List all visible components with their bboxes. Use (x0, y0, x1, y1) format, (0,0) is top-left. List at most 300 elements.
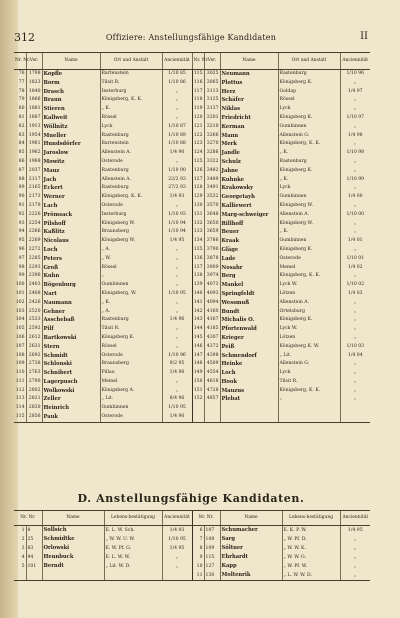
row-anciennity: 1/10 93 (162, 211, 192, 220)
row-place: Bartenstein (100, 70, 162, 79)
row-anciennity: „ (162, 562, 192, 571)
row-place-right: „ K. (278, 228, 340, 237)
row-name-right: Kraak (220, 237, 278, 246)
row-nr-right: 137 (192, 264, 204, 273)
row-ver: 2520 (26, 308, 42, 317)
row-ver-right: 3491 (204, 184, 220, 193)
row-name: Bögenburg (42, 281, 100, 290)
row-nr: 115 (14, 413, 26, 422)
row-nr: 106 (15, 334, 25, 340)
row-name-right: Schmendorf (220, 352, 278, 361)
table-row (14, 114, 370, 123)
row-nr-right: 150 (192, 378, 204, 387)
row-anciennity-right (340, 404, 370, 413)
table-row (14, 290, 370, 299)
row-place: „ W. W. U. W. (104, 535, 162, 544)
row-ver: 2179 (26, 202, 42, 211)
table-row (14, 378, 370, 387)
row-anciennity-right: 1/10 99 (340, 176, 370, 185)
row-anciennity-right: „ (340, 202, 370, 211)
sub-col-name-right: Name (220, 511, 282, 526)
row-name-right: Loch (220, 369, 278, 378)
row-anciennity: 8/4 96 (162, 395, 192, 404)
row-anciennity-right: 1/4 95 (340, 526, 370, 536)
row-ver-right: 107 (204, 526, 220, 536)
row-anciennity: „ (162, 343, 192, 352)
row-nr: 100 (15, 282, 25, 288)
row-place: Memel (100, 378, 162, 387)
row-anciennity-right: 1/10 97 (340, 114, 370, 123)
row-nr: 82 (18, 123, 25, 129)
row-nr-right: 122 (192, 132, 204, 141)
row-ver: 2763 (26, 369, 42, 378)
row-place-right: E. K. P. W. (282, 526, 340, 536)
table-row (14, 70, 370, 79)
row-anciennity-right (340, 413, 370, 422)
row-place-right: Lyck (278, 184, 340, 193)
row-ver: 8 (26, 526, 42, 536)
row-nr-right (192, 404, 204, 413)
row-place-right: Ortelsburg (278, 308, 340, 317)
row-name: Loch (42, 246, 100, 255)
row-nr-right: 136 (192, 255, 204, 264)
row-ver-right: 3786 (204, 237, 220, 246)
table-row (14, 88, 370, 97)
row-anciennity-right: „ (340, 272, 370, 281)
row-nr: 83 (18, 132, 25, 138)
row-nr-right: 115 (192, 70, 204, 79)
table-row (14, 211, 370, 220)
row-name-right: Sarg (220, 535, 282, 544)
row-name-right: Niklas (220, 105, 278, 114)
row-name-right: Peiß (220, 343, 278, 352)
row-nr-right: 9 (192, 553, 204, 562)
row-ver: 2802 (26, 387, 42, 396)
row-name-right: Mann (220, 132, 278, 141)
row-ver: 2631 (26, 343, 42, 352)
row-nr-right: 7 (192, 535, 204, 544)
row-nr-right: 135 (192, 246, 204, 255)
row-nr: 1 (21, 528, 25, 533)
row-place: „ K. (100, 105, 162, 114)
row-place-right: Allenstein A. (278, 299, 340, 308)
row-place: „ (100, 272, 162, 281)
row-name-right: Friedricht (220, 114, 278, 123)
row-place-right: Lötzen (278, 334, 340, 343)
row-place-right: „ W. W. K. (282, 544, 340, 553)
row-name: Borm (42, 79, 100, 88)
row-place-right: Allenstein G. (278, 360, 340, 369)
row-place: Rastenburg (100, 132, 162, 141)
row-name-right: Nosahr (220, 264, 278, 273)
row-place: Rössel (100, 264, 162, 273)
row-anciennity: „ (162, 553, 192, 562)
row-ver: 2269 (26, 237, 42, 246)
row-nr: 113 (15, 396, 25, 402)
row-name-right: Heinke (220, 360, 278, 369)
col-ort-right: Ort und Anstalt (278, 53, 340, 70)
row-anciennity-right: „ (340, 571, 370, 581)
row-nr-right: 119 (192, 105, 204, 114)
col-name-right: Name (220, 53, 278, 70)
row-ver-right: 3482 (204, 167, 220, 176)
row-name: Kuhn (42, 272, 100, 281)
row-anciennity-right: „ (340, 220, 370, 229)
row-ver: 1913 (26, 123, 42, 132)
row-anciennity-right: „ (340, 544, 370, 553)
row-anciennity-right: 1/10 02 (340, 281, 370, 290)
row-place-right: Königsberg, K. K. (278, 272, 340, 281)
row-ver: 2293 (26, 264, 42, 273)
row-place: Königsberg, W. (100, 290, 162, 299)
row-nr: 2 (21, 537, 25, 542)
row-nr: 88 (18, 176, 25, 182)
table-row (14, 105, 370, 114)
row-name: Sollsich (42, 526, 104, 536)
row-place-right (278, 413, 340, 422)
row-place: Gumbinnen (100, 281, 162, 290)
row-place: E. L. W. Sch. (104, 526, 162, 536)
row-place: Insterburg (100, 211, 162, 220)
row-ver-right: 3659 (204, 228, 220, 237)
row-place: Insterburg (100, 88, 162, 97)
row-ver-right: 4372 (204, 343, 220, 352)
row-ver: 2830 (26, 404, 42, 413)
row-ver-right: 4509 (204, 360, 220, 369)
row-anciennity-right: 1/10 01 (340, 255, 370, 264)
row-anciennity-right: „ (340, 553, 370, 562)
row-anciennity-right: „ (340, 140, 370, 149)
row-name-right: Bundt (220, 308, 278, 317)
row-name-right (220, 413, 278, 422)
row-nr-right: 129 (192, 193, 204, 202)
row-ver: 83 (26, 544, 42, 553)
table-row (14, 158, 370, 167)
row-name-right: Mankel (220, 281, 278, 290)
sub-table-row (14, 571, 370, 581)
row-ver: 25 (26, 535, 42, 544)
row-ver: 2266 (26, 228, 42, 237)
table-header-row (14, 53, 370, 70)
row-name: Naumann (42, 299, 100, 308)
sub-col-lebens: Lebens-bestätigung (104, 511, 162, 526)
row-ver-right: 108 (204, 535, 220, 544)
row-ver: 2738 (26, 360, 42, 369)
row-place-right: Tilsit R. (278, 378, 340, 387)
row-place-right: „ L. W. W. D. (282, 571, 340, 581)
col-nr: Nr. Nr. (14, 53, 26, 70)
row-nr: 111 (15, 378, 25, 384)
row-place: Königsberg, K. K. (100, 193, 162, 202)
row-nr: 89 (18, 185, 25, 191)
table-row (14, 272, 370, 281)
row-name-right: Söltner (220, 544, 282, 553)
row-name-right (220, 404, 278, 413)
sub-col-lebens-right: Lebens-bestätigung (282, 511, 340, 526)
table-row (14, 316, 370, 325)
row-name-right: Schumacher (220, 526, 282, 536)
table-row (14, 387, 370, 396)
row-ver-right: 3650 (204, 220, 220, 229)
col-nr-right: Nr. Nr. (192, 53, 204, 70)
row-nr-right (192, 413, 204, 422)
row-anciennity: 1/10 95 (162, 535, 192, 544)
row-anciennity: „ (162, 246, 192, 255)
col-anc: Anciennität (162, 53, 192, 70)
row-nr: 108 (15, 352, 25, 358)
row-nr-right: 141 (192, 299, 204, 308)
row-ver-right: 3570 (204, 202, 220, 211)
row-place-right: Königsberg K. (278, 79, 340, 88)
row-name: Mauz (42, 167, 100, 176)
sub-table-row (14, 544, 370, 553)
row-nr-right: 133 (192, 228, 204, 237)
row-ver-right: 3113 (204, 88, 220, 97)
table-row (14, 176, 370, 185)
row-ver: 1840 (26, 88, 42, 97)
row-name-right: Kerman (220, 123, 278, 132)
row-name: Braun (42, 96, 100, 105)
row-ver-right: 4398 (204, 352, 220, 361)
row-name-right: Jahne (220, 167, 278, 176)
row-name: Schlonski (42, 360, 100, 369)
row-anciennity-right: 1/4 97 (340, 88, 370, 97)
col-ver-right: Ver. (204, 53, 220, 70)
row-name-right: Beuer (220, 228, 278, 237)
row-nr: 80 (18, 106, 25, 112)
row-name-right: Gläge (220, 246, 278, 255)
row-ver-right: 127 (204, 562, 220, 571)
row-place: Tilsit R. (100, 325, 162, 334)
row-name: Heinrich (42, 404, 100, 413)
row-place: Pillau (100, 369, 162, 378)
section-heading: D. Anstellungsfähige Kandidaten. (77, 492, 305, 505)
row-name-right: Neumann (220, 70, 278, 79)
row-ver: 1887 (26, 114, 42, 123)
row-ver: 2612 (26, 334, 42, 343)
table-row (14, 281, 370, 290)
row-nr: 97 (18, 255, 25, 261)
row-name-right: Marg-schweiger (220, 211, 278, 220)
row-ver-right: 4728 (204, 387, 220, 396)
row-anciennity: 1/10 90 (162, 167, 192, 176)
row-place-right: „ Lit. (278, 352, 340, 361)
row-ver: 2856 (26, 413, 42, 422)
row-nr: 5 (21, 564, 25, 569)
row-nr-right: 121 (192, 123, 204, 132)
row-nr-right: 10 (192, 562, 204, 571)
row-place: Königsberg W. (100, 220, 162, 229)
row-place: Königsberg W. (100, 237, 162, 246)
row-name: Gehner (42, 308, 100, 317)
row-ver-right: 3648 (204, 211, 220, 220)
row-anciennity-right: „ (340, 316, 370, 325)
row-nr-right: 124 (192, 149, 204, 158)
row-anciennity-right: 1/4 02 (340, 264, 370, 273)
row-name-right: Kapp (220, 562, 282, 571)
row-ver-right: 130 (204, 571, 220, 581)
row-name: Drasch (42, 88, 100, 97)
row-anciennity: „ (162, 299, 192, 308)
row-place-right: Gumbinnen (278, 193, 340, 202)
row-anciennity-right: „ (340, 228, 370, 237)
table-row (14, 325, 370, 334)
row-name: Groß (42, 264, 100, 273)
row-name: Kaßlitz (42, 228, 100, 237)
table-row (14, 79, 370, 88)
row-place-right: Allenstein G. (278, 132, 340, 141)
row-nr-right: 118 (192, 96, 204, 105)
row-ver: 2692 (26, 352, 42, 361)
row-nr: 96 (18, 246, 25, 252)
row-place-right: Allenstein A. (278, 211, 340, 220)
row-nr-right: 139 (192, 281, 204, 290)
row-ver-right: 109 (204, 544, 220, 553)
row-anciennity-right: „ (340, 378, 370, 387)
row-ver-right: 4093 (204, 290, 220, 299)
section-number: II (360, 31, 368, 42)
sub-col-nr-right: Nr. Nr. (192, 511, 220, 526)
row-name: Prömsack (42, 211, 100, 220)
table-row (14, 193, 370, 202)
row-anciennity: 1/10 89 (162, 132, 192, 141)
row-name: Mueller (42, 132, 100, 141)
row-ver-right: 3532 (204, 193, 220, 202)
row-ver-right: 3322 (204, 158, 220, 167)
row-place-right: Lyck W. (278, 325, 340, 334)
row-ver: 1881 (26, 105, 42, 114)
row-nr: 78 (18, 88, 25, 94)
row-nr-right: 140 (192, 290, 204, 299)
row-nr-right: 132 (192, 220, 204, 229)
row-name: Zeller (42, 395, 100, 404)
row-ver-right: 3909 (204, 264, 220, 273)
sub-table-row (14, 562, 370, 571)
row-anciennity-right: „ (340, 79, 370, 88)
table-row (14, 264, 370, 273)
row-anciennity: „ (162, 202, 192, 211)
table-row (14, 369, 370, 378)
row-anciennity: „ (162, 272, 192, 281)
row-anciennity: 1/10 94 (162, 228, 192, 237)
row-nr-right: 148 (192, 360, 204, 369)
row-place: Osterode (100, 202, 162, 211)
row-anciennity: 9/2 95 (162, 360, 192, 369)
row-anciennity-right: 1/4 01 (340, 237, 370, 246)
row-nr: 91 (18, 202, 25, 208)
row-ver-right: 4073 (204, 281, 220, 290)
row-place-right: Memel (278, 264, 340, 273)
table-row (14, 308, 370, 317)
row-name-right: Herz (220, 88, 278, 97)
row-ver: 2037 (26, 167, 42, 176)
row-name: Mowitz (42, 158, 100, 167)
row-nr-right: 147 (192, 352, 204, 361)
row-place (104, 571, 162, 581)
row-anciennity-right: „ (340, 395, 370, 404)
row-ver-right: 3210 (204, 123, 220, 132)
table-row (14, 395, 370, 404)
row-name: Orlowski (42, 544, 104, 553)
row-place: „ Lit. W. D. (104, 562, 162, 571)
row-place-right: „ W. Pf. W. (282, 562, 340, 571)
table-row (14, 237, 370, 246)
row-name: Wolkowski (42, 387, 100, 396)
row-ver-right: 4857 (204, 395, 220, 404)
row-place: Rössel (100, 114, 162, 123)
row-nr: 104 (15, 317, 25, 323)
row-nr-right: 8 (192, 544, 204, 553)
row-anciennity: 1/10 85 (162, 70, 192, 79)
row-ver: 2426 (26, 299, 42, 308)
row-ver-right: 3266 (204, 132, 220, 141)
row-nr: 105 (15, 326, 25, 332)
row-anciennity-right: 1/4 98 (340, 132, 370, 141)
row-anciennity-right: „ (340, 299, 370, 308)
row-nr-right: 131 (192, 211, 204, 220)
row-anciennity: 1/4 96 (162, 369, 192, 378)
row-place: Osterode (100, 352, 162, 361)
row-name-right: Plottus (220, 79, 278, 88)
page-title: Offiziere: Anstellungsfähige Kandidaten (105, 33, 277, 42)
row-nr: 109 (15, 361, 25, 367)
row-name-right: Wessmuß (220, 299, 278, 308)
row-anciennity: 1/4 93 (162, 526, 192, 536)
row-place-right: „ W. W. G. (282, 553, 340, 562)
row-nr-right: 126 (192, 167, 204, 176)
row-ver-right: 4094 (204, 299, 220, 308)
row-place-right: Rössel (278, 96, 340, 105)
row-anciennity-right: 1/4 03 (340, 290, 370, 299)
row-place-right: „ (278, 395, 340, 404)
row-ver-right: 4167 (204, 316, 220, 325)
row-anciennity: 1/4 95 (162, 544, 192, 553)
row-place: Tilsit R. (100, 79, 162, 88)
row-name: Asschebaß (42, 316, 100, 325)
row-name: Werner (42, 193, 100, 202)
row-ver: 2117 (26, 176, 42, 185)
table-row (14, 360, 370, 369)
row-ver-right: 115 (204, 553, 220, 562)
row-name-right: Georgetayh (220, 193, 278, 202)
row-ver: 2285 (26, 255, 42, 264)
row-anciennity: 1/4 90 (162, 149, 192, 158)
row-place: „ A. (100, 246, 162, 255)
row-anciennity: 1/10 96 (162, 352, 192, 361)
row-anciennity: „ (162, 387, 192, 396)
row-place: Königsberg K. (100, 334, 162, 343)
row-nr: 77 (18, 79, 25, 85)
sub-header-row (14, 511, 370, 526)
row-nr: 81 (18, 114, 25, 120)
row-nr: 94 (18, 229, 25, 235)
row-name-right: Plebat (220, 395, 278, 404)
row-ver: 1954 (26, 132, 42, 141)
row-ver-right: 4160 (204, 308, 220, 317)
row-ver: 2592 (26, 325, 42, 334)
page-number: 312 (14, 31, 35, 44)
row-ver-right: 3201 (204, 114, 220, 123)
row-name: Lach (42, 202, 100, 211)
row-nr-right: 152 (192, 395, 204, 404)
row-nr: 98 (18, 264, 25, 270)
row-anciennity: „ (162, 105, 192, 114)
row-name: Schmidt (42, 352, 100, 361)
row-place: Königsberg A. (100, 387, 162, 396)
row-ver: 2254 (26, 220, 42, 229)
row-place: „ A. (100, 308, 162, 317)
row-nr-right: 146 (192, 343, 204, 352)
